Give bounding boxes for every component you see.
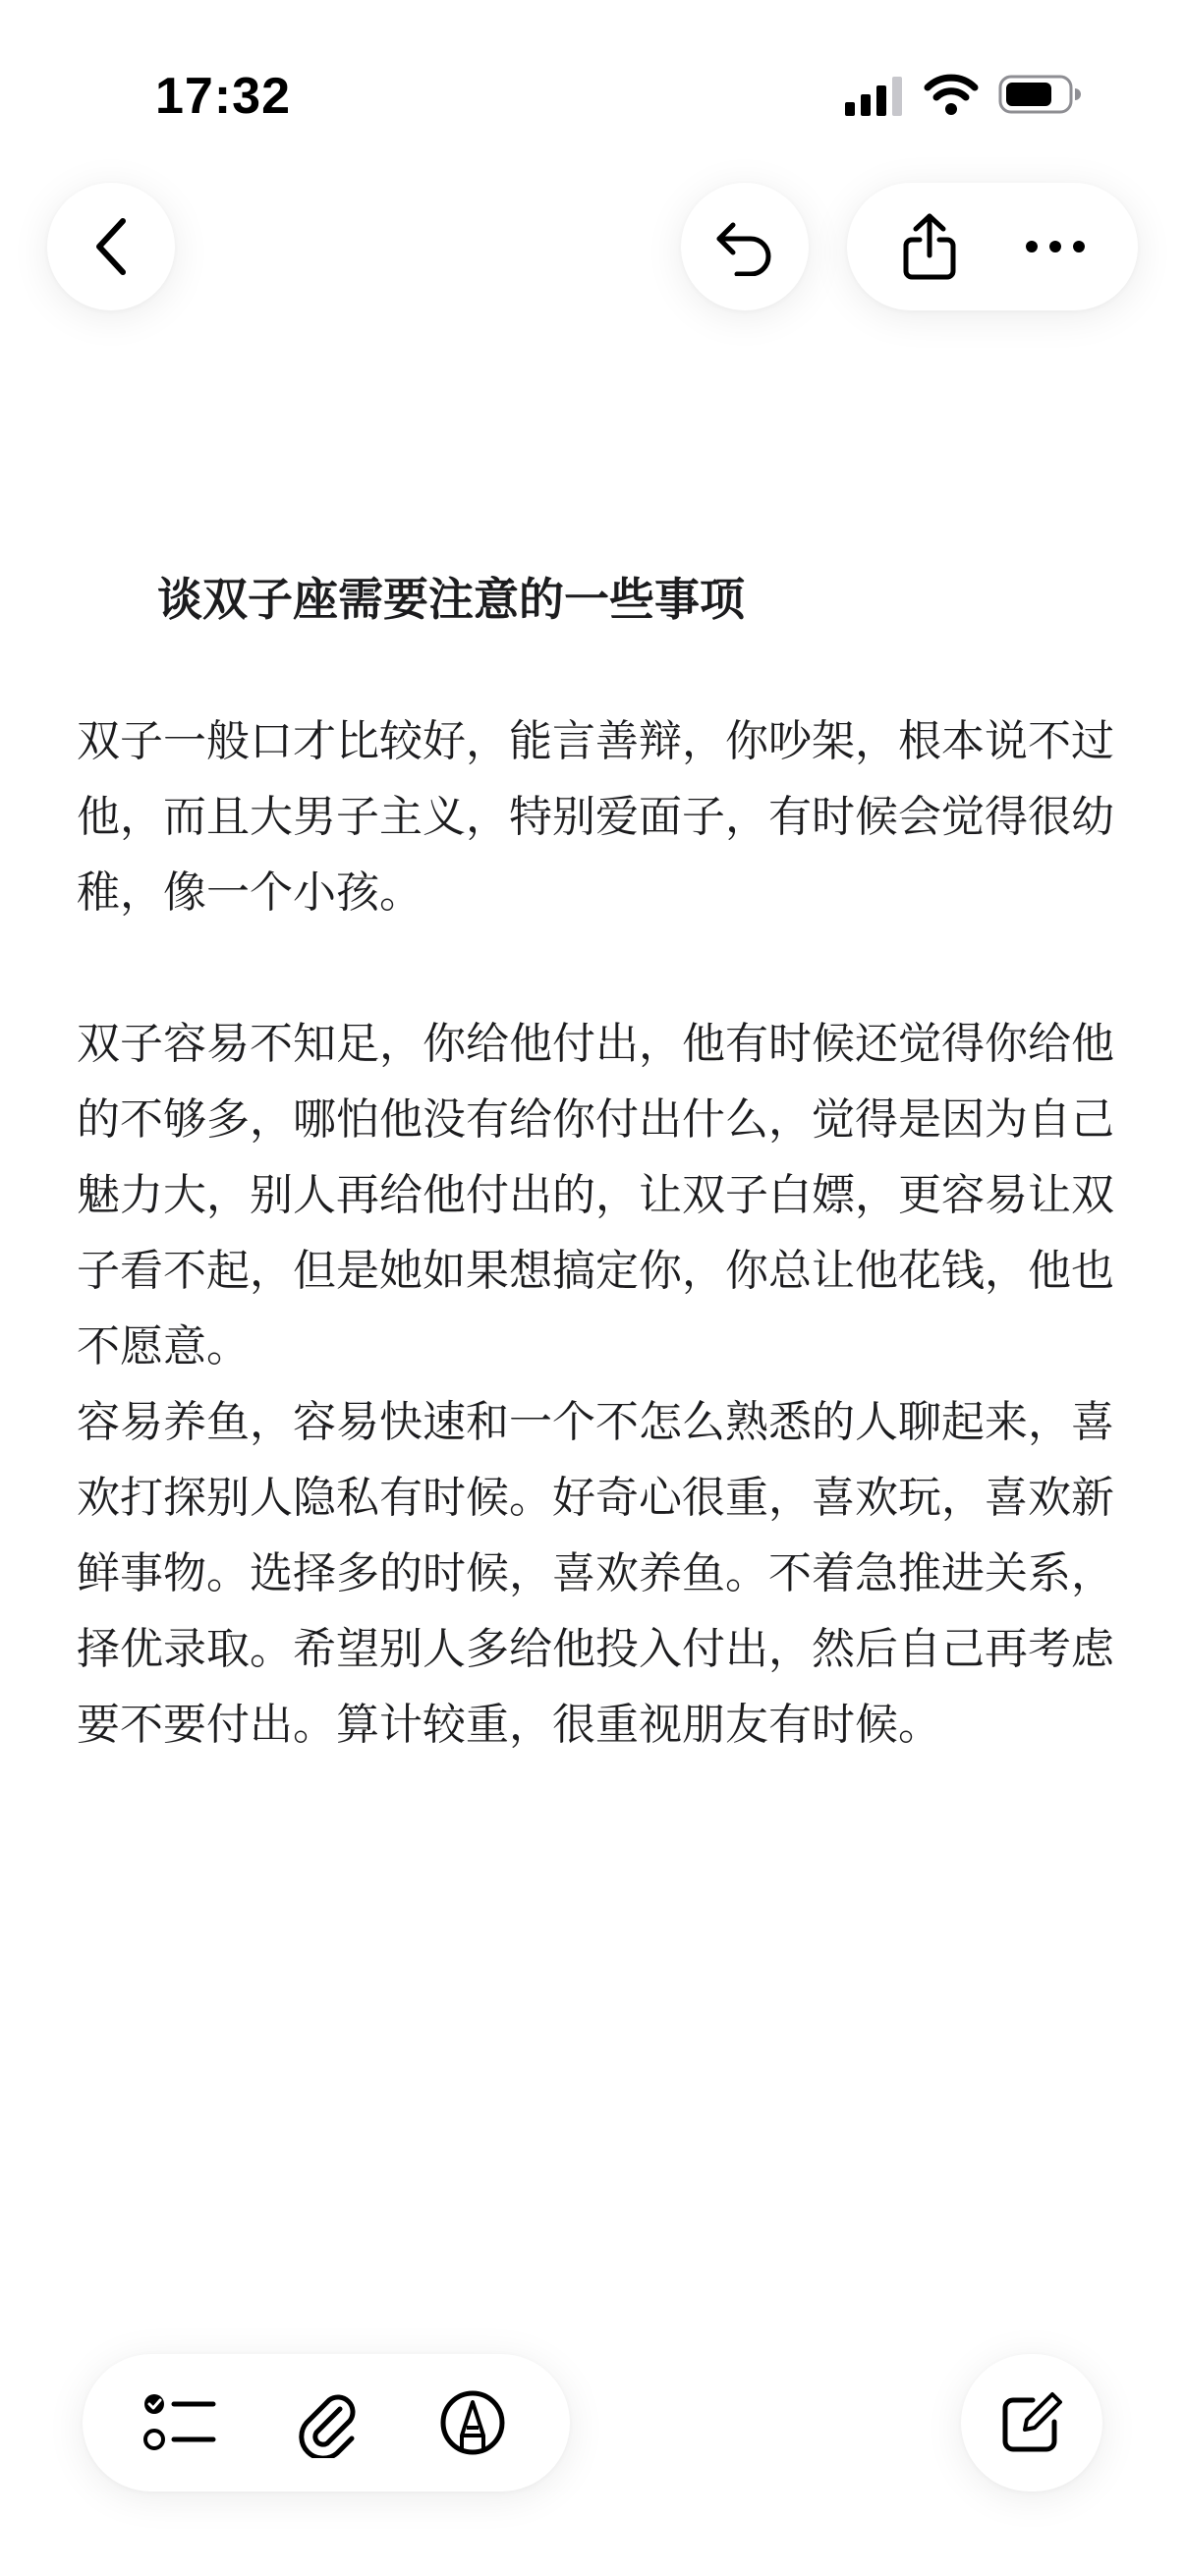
note-body [77, 703, 1118, 1763]
status-time: 17:32 [155, 68, 291, 125]
battery-icon [998, 73, 1081, 116]
bottom-toolbar [83, 2354, 570, 2492]
paperclip-icon [295, 2387, 358, 2458]
undo-icon [713, 217, 776, 276]
more-icon [1024, 239, 1087, 254]
compose-icon [999, 2390, 1064, 2455]
signal-icon [845, 77, 906, 116]
note-title: 谈双子座需要注意的一些事项 [157, 573, 745, 626]
back-button[interactable] [47, 183, 175, 310]
checklist-button[interactable] [126, 2369, 234, 2477]
attachment-button[interactable] [272, 2369, 380, 2477]
share-icon [900, 212, 959, 281]
share-button[interactable] [875, 193, 984, 301]
undo-button[interactable] [681, 183, 809, 310]
compose-button[interactable] [961, 2354, 1102, 2492]
checklist-icon [142, 2390, 217, 2455]
note-content[interactable] [77, 550, 1118, 1763]
more-button[interactable] [1001, 193, 1109, 301]
status-bar [0, 0, 1185, 147]
action-pill [847, 183, 1138, 310]
note-paragraph: 容易养鱼，容易快速和一个不怎么熟悉的人聊起来，喜欢打探别人隐私有时候。好奇心很重，喜欢玩，喜欢新鲜事物。选择多的时候，喜欢养鱼。不着急推进关系，择优录取。希望别人多给他投入付出，然后自己再考虑要不要付出。算计较重，很重视朋友有时候。 [77, 1397, 1114, 1750]
markup-icon [438, 2388, 507, 2457]
chevron-left-icon [91, 215, 131, 278]
paragraph-spacer [77, 930, 1118, 1006]
wifi-icon [924, 73, 979, 116]
note-paragraph: 双子容易不知足，你给他付出，他有时候还觉得你给他的不够多，哪怕他没有给你付出什么，觉得是因为自己魅力大，别人再给他付出的，让双子白嫖，更容易让双子看不起，但是她如果想搞定你，你总让他花钱，他也不愿意。 [77, 1019, 1114, 1372]
note-paragraph: 双子一般口才比较好，能言善辩，你吵架，根本说不过他，而且大男子主义，特别爱面子，有时候会觉得很幼稚，像一个小孩。 [77, 716, 1114, 918]
markup-button[interactable] [419, 2369, 527, 2477]
